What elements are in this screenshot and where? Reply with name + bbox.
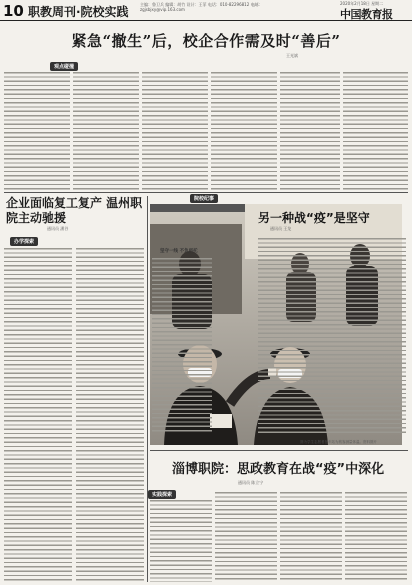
byline-3: 通讯员 王龙 bbox=[270, 226, 292, 231]
column-tag-2: 办学探索 bbox=[10, 237, 38, 246]
column-tag-4: 实践探索 bbox=[148, 490, 176, 499]
article-1-col-1 bbox=[4, 70, 70, 190]
divider-line bbox=[4, 192, 408, 193]
article-4-col-4 bbox=[345, 490, 407, 582]
article-1-col-5 bbox=[280, 70, 340, 190]
divider-line-2 bbox=[150, 450, 408, 451]
headline-2: 企业面临复工复产 温州职院主动驰援 bbox=[6, 196, 143, 225]
article-3-sidebar bbox=[152, 256, 212, 434]
article-4-col-3 bbox=[280, 490, 342, 582]
article-2-col-2 bbox=[76, 246, 144, 582]
section-title: 职教周刊·院校实践 bbox=[28, 5, 129, 19]
article-1-col-6 bbox=[343, 70, 408, 190]
headline-4: 淄博职院：思政教育在战“疫”中深化 bbox=[172, 462, 385, 477]
page-number: 10 bbox=[3, 2, 24, 20]
column-tag-1: 观点碰撞 bbox=[50, 62, 78, 71]
article-1-col-2 bbox=[73, 70, 139, 190]
byline-1: 王光斌 bbox=[286, 53, 298, 58]
article-1-col-3 bbox=[142, 70, 208, 190]
headline-1: 紧急“撤生”后，校企合作需及时“善后” bbox=[71, 32, 341, 50]
byline-2: 通讯员 潘谷 bbox=[47, 226, 69, 231]
article-4-col-1 bbox=[150, 498, 212, 582]
subheading: 坚守一线 不负所托 bbox=[160, 249, 198, 254]
headline-3: 另一种战“疫”是坚守 bbox=[258, 211, 370, 225]
issue-date: 2020年2月18日 星期二 bbox=[340, 1, 384, 6]
article-3-text bbox=[258, 236, 406, 436]
byline-4: 通讯员 陈立宁 bbox=[238, 480, 264, 485]
column-tag-3: 院校纪事 bbox=[190, 194, 218, 203]
article-1-col-4 bbox=[211, 70, 277, 190]
newspaper-masthead: 中国教育报 bbox=[340, 8, 393, 21]
photo-caption: 图为学生志愿者在车站为旅客测量体温。资料图片 bbox=[300, 440, 377, 444]
column-divider bbox=[147, 196, 148, 582]
article-2-col-1 bbox=[4, 246, 72, 582]
editor-info: 主编：鲁卫兵 编辑：胡竹 设计：王菲 电话：010-82296812 电邮：zgjsbjxy@vip.163.com bbox=[140, 2, 263, 12]
article-4-col-2 bbox=[215, 490, 277, 582]
